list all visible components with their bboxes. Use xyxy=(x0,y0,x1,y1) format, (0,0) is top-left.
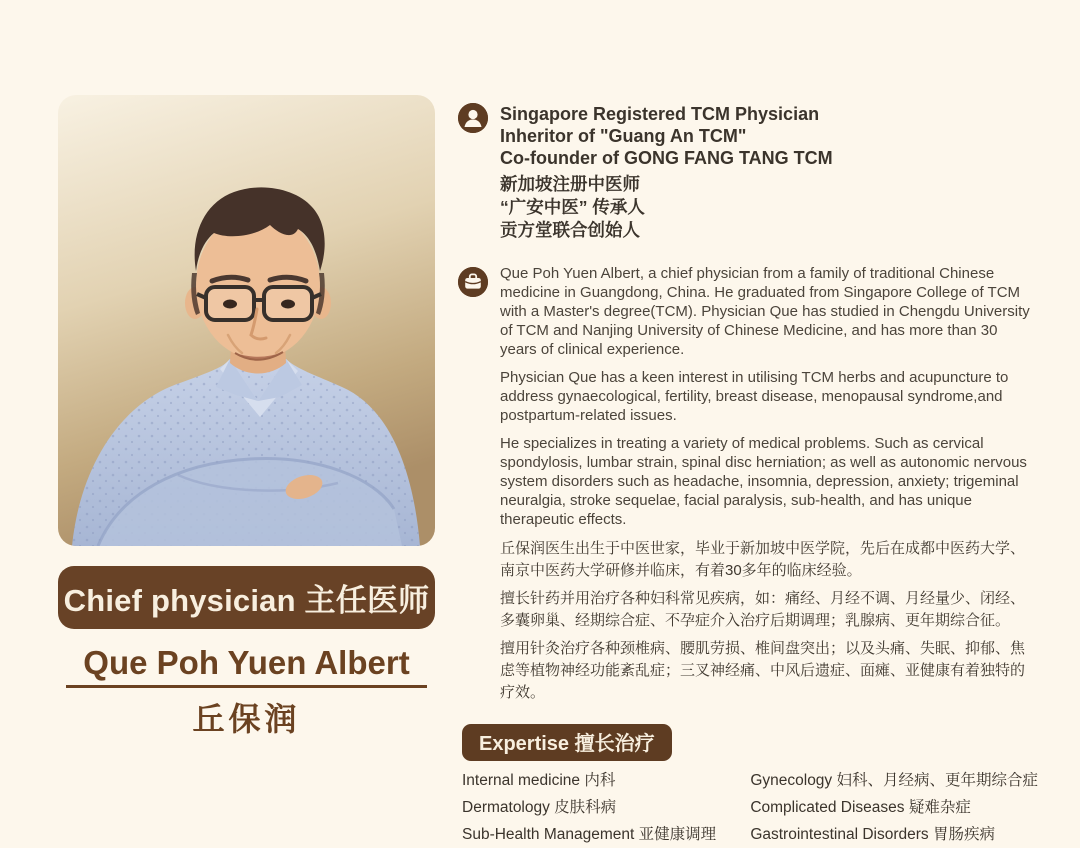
expertise-item: Gynecology 妇科、月经病、更年期综合症 xyxy=(750,772,1038,789)
physician-photo xyxy=(58,95,435,546)
credential-line-zh: “广安中医” 传承人 xyxy=(500,197,645,217)
expertise-item: Dermatology 皮肤科病 xyxy=(462,798,617,816)
expertise-item: Internal medicine 内科 xyxy=(462,772,616,789)
briefcase-icon xyxy=(458,267,488,297)
bio-paragraph-zh: 丘保润医生出生于中医世家，毕业于新加坡中医学院，先后在成都中医药大学、南京中医药大学研修并临床，有着30多年的临床经验。 xyxy=(500,540,1026,579)
expertise-column-left xyxy=(462,768,750,848)
bio-paragraph-en: Physician Que has a keen interest in utilising TCM herbs and acupuncture to address gynaecological, fertility, breast disease, menopausal syndrome,and postpartum-related issues. xyxy=(500,369,1009,424)
expertise-columns xyxy=(462,768,1038,848)
title-banner xyxy=(58,566,435,629)
name-divider xyxy=(66,685,427,688)
credential-line: Inheritor of "Guang An TCM" xyxy=(500,126,747,146)
physician-name-zh: 丘保润 xyxy=(192,701,301,737)
details-column xyxy=(458,100,1038,848)
credential-line: Singapore Registered TCM Physician xyxy=(500,104,820,124)
expertise-banner: Expertise 擅长治疗 xyxy=(462,724,672,761)
credential-line: Co-founder of GONG FANG TANG TCM xyxy=(500,148,833,168)
expertise-column-right xyxy=(750,768,1038,848)
bio-paragraph-en: Que Poh Yuen Albert, a chief physician from a family of traditional Chinese medicine in Guangdong, China. He graduated from Singapore College of TCM with a Master's degree(TCM). Physician Que has studied in Chengdu University of TCM and Nanjing University of Chinese Medicine, and has more than 30 years of clinical experience. xyxy=(500,265,1030,358)
bio-paragraph-en: He specializes in treating a variety of medical problems. Such as cervical spondylosis, lumbar strain, spinal disc herniation; as well as autonomic nervous system disorders such as headache, insomnia, depression, anxiety; trigeminal neuralgia, stroke sequelae, facial paralysis, sub-health, and has unique therapeutic effects. xyxy=(500,435,1027,528)
credentials-text xyxy=(500,100,833,242)
expertise-item: Complicated Diseases 疑难杂症 xyxy=(750,798,971,816)
biography-text xyxy=(500,264,1038,710)
physician-name-en: Que Poh Yuen Albert xyxy=(83,644,410,681)
expertise-item: Sub-Health Management 亚健康调理 xyxy=(462,825,717,843)
expertise-section xyxy=(462,724,1038,848)
credential-line-zh: 贡方堂联合创始人 xyxy=(500,220,640,240)
biography-section xyxy=(458,264,1038,710)
bio-paragraph-zh: 擅长针药并用治疗各种妇科常见疾病，如：痛经、月经不调、月经量少、闭经、多囊卵巢、经期综合症、不孕症介入治疗后期调理；乳腺病、更年期综合征。 xyxy=(500,590,1026,629)
credentials-section xyxy=(458,100,1038,242)
credential-line-zh: 新加坡注册中医师 xyxy=(500,174,640,194)
portrait-illustration xyxy=(58,95,435,546)
title-banner-label: Chief physician 主任医师 xyxy=(63,583,430,618)
person-icon xyxy=(458,103,488,133)
bio-paragraph-zh: 擅用针灸治疗各种颈椎病、腰肌劳损、椎间盘突出；以及头痛、失眠、抑郁、焦虑等植物神经功能紊乱症；三叉神经痛、中风后遗症、面瘫、亚健康有着独特的疗效。 xyxy=(500,640,1026,701)
credentials-zh xyxy=(500,173,833,242)
expertise-item: Gastrointestinal Disorders 胃肠疾病 xyxy=(750,825,995,843)
